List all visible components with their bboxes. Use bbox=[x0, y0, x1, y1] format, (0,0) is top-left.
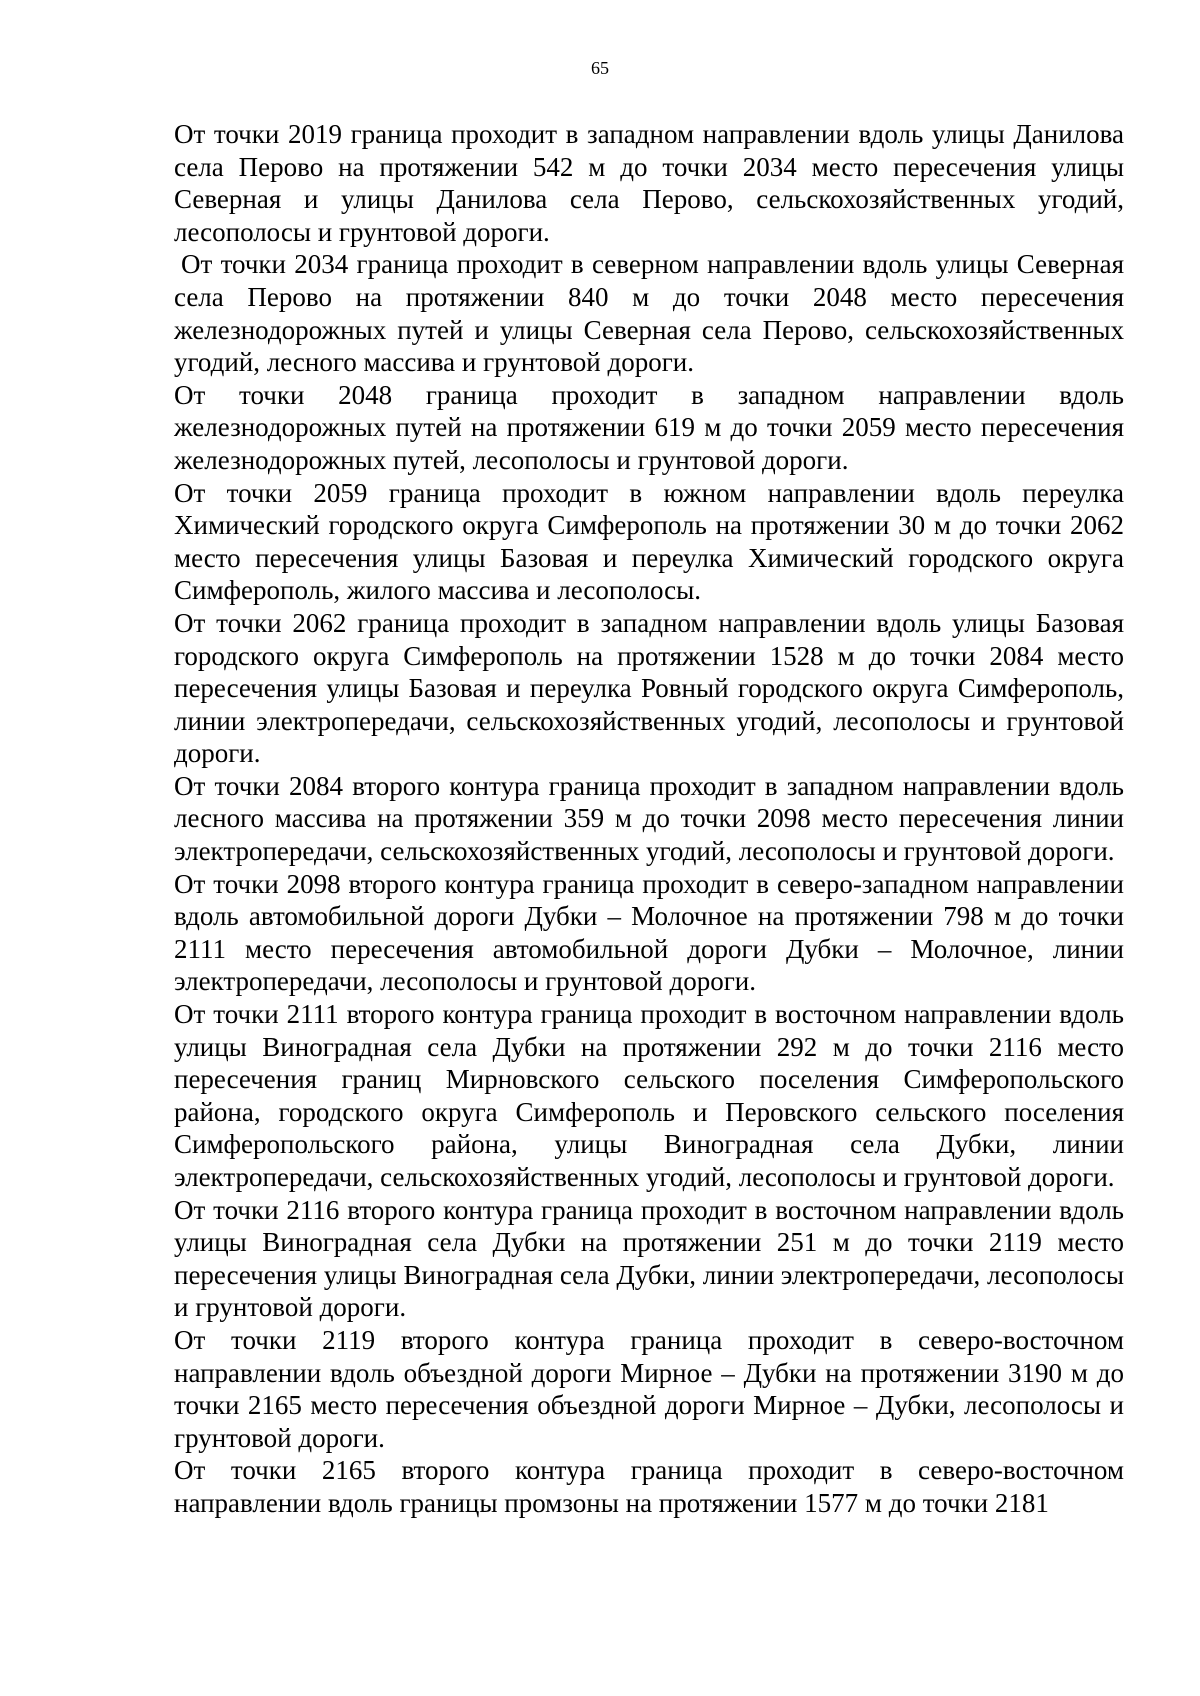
paragraph-10: От точки 2119 второго контура граница проходит в северо-восточном направлении вдоль объездной дороги Мирное – Дубки на протяжении 3190 м до точки 2165 место пересечения объездной дороги Мирное – Дубки, лесополосы и грунтовой дороги. bbox=[174, 1324, 1124, 1453]
paragraph-11: От точки 2165 второго контура граница проходит в северо-восточном направлении вдоль границы промзоны на протяжении 1577 м до точки 2181 bbox=[174, 1455, 1124, 1518]
document-body bbox=[174, 118, 1124, 1520]
paragraph-2: От точки 2034 граница проходит в северном направлении вдоль улицы Северная села Перово на протяжении 840 м до точки 2048 место пересечения железнодорожных путей и улицы Северная села Перово, сельскохозяйственных угодий, лесного массива и грунтовой дороги. bbox=[174, 249, 1124, 378]
paragraph-5: От точки 2062 граница проходит в западном направлении вдоль улицы Базовая городского округа Симферополь на протяжении 1528 м до точки 2084 место пересечения улицы Базовая и переулка Ровный городского округа Симферополь, линии электропередачи, сельскохозяйственных угодий, лесополосы и грунтовой дороги. bbox=[174, 607, 1124, 769]
paragraph-4: От точки 2059 граница проходит в южном направлении вдоль переулка Химический городского округа Симферополь на протяжении 30 м до точки 2062 место пересечения улицы Базовая и переулка Химический городского округа Симферополь, жилого массива и лесополосы. bbox=[174, 477, 1124, 606]
paragraph-9: От точки 2116 второго контура граница проходит в восточном направлении вдоль улицы Виноградная села Дубки на протяжении 251 м до точки 2119 место пересечения улицы Виноградная села Дубки, линии электропередачи, лесополосы и грунтовой дороги. bbox=[174, 1194, 1124, 1323]
paragraph-8: От точки 2111 второго контура граница проходит в восточном направлении вдоль улицы Виноградная села Дубки на протяжении 292 м до точки 2116 место пересечения границ Мирновского сельского поселения Симферопольского района, городского округа Симферополь и Перовского сельского поселения Симферопольского района, улицы Виноградная села Дубки, линии электропередачи, сельскохозяйственных угодий, лесополосы и грунтовой дороги. bbox=[174, 999, 1124, 1192]
paragraph-3: От точки 2048 граница проходит в западном направлении вдоль железнодорожных путей на протяжении 619 м до точки 2059 место пересечения железнодорожных путей, лесополосы и грунтовой дороги. bbox=[174, 379, 1124, 475]
paragraph-6: От точки 2084 второго контура граница проходит в западном направлении вдоль лесного массива на протяжении 359 м до точки 2098 место пересечения линии электропередачи, сельскохозяйственных угодий, лесополосы и грунтовой дороги. bbox=[174, 770, 1124, 867]
paragraph-1: От точки 2019 граница проходит в западном направлении вдоль улицы Данилова села Перово на протяжении 542 м до точки 2034 место пересечения улицы Северная и улицы Данилова села Перово, сельскохозяйственных угодий, лесополосы и грунтовой дороги. bbox=[174, 119, 1124, 247]
page-number: 65 bbox=[591, 58, 609, 78]
paragraph-7: От точки 2098 второго контура граница проходит в северо-западном направлении вдоль автомобильной дороги Дубки – Молочное на протяжении 798 м до точки 2111 место пересечения автомобильной дороги Дубки – Молочное, линии электропередачи, лесополосы и грунтовой дороги. bbox=[174, 868, 1124, 997]
